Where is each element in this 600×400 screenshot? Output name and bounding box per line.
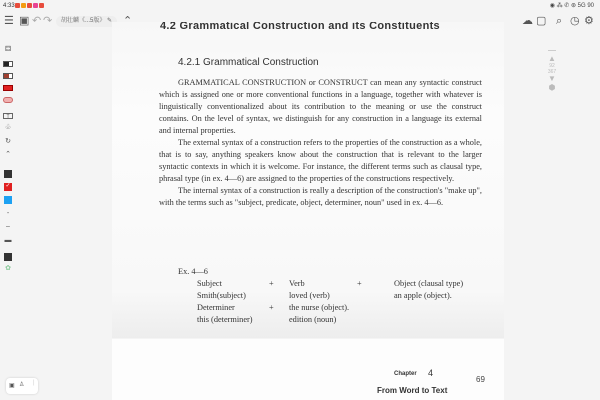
page-number: 69: [476, 375, 485, 384]
lasso-tool-icon[interactable]: ⚃: [4, 46, 12, 53]
color-picker-icon[interactable]: ✿: [5, 265, 11, 272]
edit-icon[interactable]: ✎: [107, 17, 113, 24]
color-swatch-dark[interactable]: [4, 253, 12, 261]
example-cell: Smith(subject): [197, 291, 246, 300]
paragraph: The internal syntax of a construction is really a description of the construction's "make up", with the terms such as "subject, predicate, object, determiner, noun" used in ex. 4—6.: [159, 186, 482, 207]
body-text: [159, 77, 482, 209]
undo-icon[interactable]: ↶: [32, 15, 42, 27]
prev-page-icon[interactable]: ▲: [548, 54, 556, 63]
collapse-icon[interactable]: ⌃: [123, 15, 133, 27]
highlighter-red-icon[interactable]: [3, 85, 13, 91]
history-icon[interactable]: ◷: [570, 15, 580, 27]
redo-icon[interactable]: ↷: [43, 15, 53, 27]
example-cell: an apple (object).: [394, 291, 452, 300]
example-cell: Determiner: [197, 303, 235, 312]
notif-icon: [27, 3, 32, 8]
pen-brown-icon[interactable]: [3, 73, 13, 79]
section-heading: 4.2 Grammatical Construction and its Constituents: [160, 22, 440, 32]
total-pages: 367: [547, 69, 557, 75]
example-cell: Subject: [197, 279, 222, 288]
document-page: [112, 22, 504, 338]
cloud-icon[interactable]: ☁: [522, 15, 533, 27]
next-page: [112, 339, 504, 400]
document-icon[interactable]: ▣: [19, 15, 30, 27]
notification-icons: [15, 3, 44, 8]
page-icon[interactable]: ▢: [536, 15, 547, 27]
stroke-medium[interactable]: –: [6, 223, 10, 230]
color-swatch-red[interactable]: ✓: [5, 183, 11, 189]
collapse-tools-icon[interactable]: ⌃: [5, 151, 11, 158]
notif-icon: [39, 3, 44, 8]
example-cell: +: [357, 279, 362, 288]
layers-icon[interactable]: ⬢: [548, 83, 556, 92]
nav-divider: [548, 50, 556, 51]
example-cell: +: [269, 303, 274, 312]
example-row: [159, 314, 489, 326]
example-cell: this (determiner): [197, 315, 253, 324]
next-page-icon[interactable]: ▼: [548, 74, 556, 83]
menu-icon[interactable]: ☰: [4, 15, 14, 27]
settings-icon[interactable]: ⚙: [584, 15, 594, 27]
chapter-number: 4: [428, 368, 434, 378]
paragraph: The external syntax of a construction refers to the properties of the construction as a whole, that is to say, anything speakers know about the construction that is relevant to the larger syntactic contexts in which it is welcome. For instance, the different terms such as clausal type, phrasal type (in ex. 4—6) are assigned to the properties of the constructions respectively.: [159, 138, 482, 183]
example-cell: Verb: [289, 279, 305, 288]
color-swatch-black[interactable]: [4, 170, 12, 178]
notif-icon: [15, 3, 20, 8]
chapter-title: From Word to Text: [377, 386, 448, 395]
shapes-icon[interactable]: ♧: [4, 124, 12, 131]
status-bar: [0, 0, 600, 12]
example-row: [159, 278, 489, 290]
example-cell: the nurse (object).: [289, 303, 350, 312]
bottom-tool-panel: [6, 378, 38, 394]
example-label: Ex. 4—6: [178, 267, 208, 276]
current-page: 92: [549, 63, 555, 69]
eraser-icon[interactable]: [3, 97, 13, 103]
chapter-label: Chapter: [394, 371, 417, 377]
example-cell: Object (clausal type): [394, 279, 464, 288]
clock: 4:33: [3, 3, 15, 9]
example-block: [159, 266, 489, 326]
paragraph: GRAMMATICAL CONSTRUCTION or CONSTRUCT can mean any syntactic construct which is assigned one or more conventional functions in a language, together with whatever is linguistically conventionalized about its contribution to the meaning or use the construct contains. On the level of syntax, we distinguish for any construction in a language its external and internal properties.: [159, 78, 482, 135]
system-icons: ◉ ⁂ ✆ ⊛ 5G 90: [549, 3, 594, 9]
color-swatch-blue[interactable]: [4, 196, 12, 204]
pen-tool-icon[interactable]: ♙: [19, 382, 25, 388]
example-cell: +: [269, 279, 274, 288]
document-title: 胡壮麟《...5版》: [61, 17, 106, 24]
search-icon[interactable]: ⌕: [556, 15, 563, 27]
document-title-chip[interactable]: [56, 16, 117, 27]
lasso-select-icon[interactable]: ↻: [5, 138, 11, 145]
stroke-thick[interactable]: ▬: [4, 237, 12, 244]
notif-icon: [21, 3, 26, 8]
text-box-icon[interactable]: T: [3, 113, 13, 119]
example-row: [159, 302, 489, 314]
subsection-heading: 4.2.1 Grammatical Construction: [178, 57, 319, 68]
page-thumb-icon[interactable]: ▣: [9, 383, 15, 389]
panel-divider: |: [33, 380, 35, 386]
notif-icon: [33, 3, 38, 8]
example-row: [159, 290, 489, 302]
stroke-thin[interactable]: -: [6, 210, 10, 217]
page-navigator: [544, 50, 560, 92]
example-cell: loved (verb): [289, 291, 330, 300]
example-cell: edition (noun): [289, 315, 337, 324]
pen-black-icon[interactable]: [3, 61, 13, 67]
